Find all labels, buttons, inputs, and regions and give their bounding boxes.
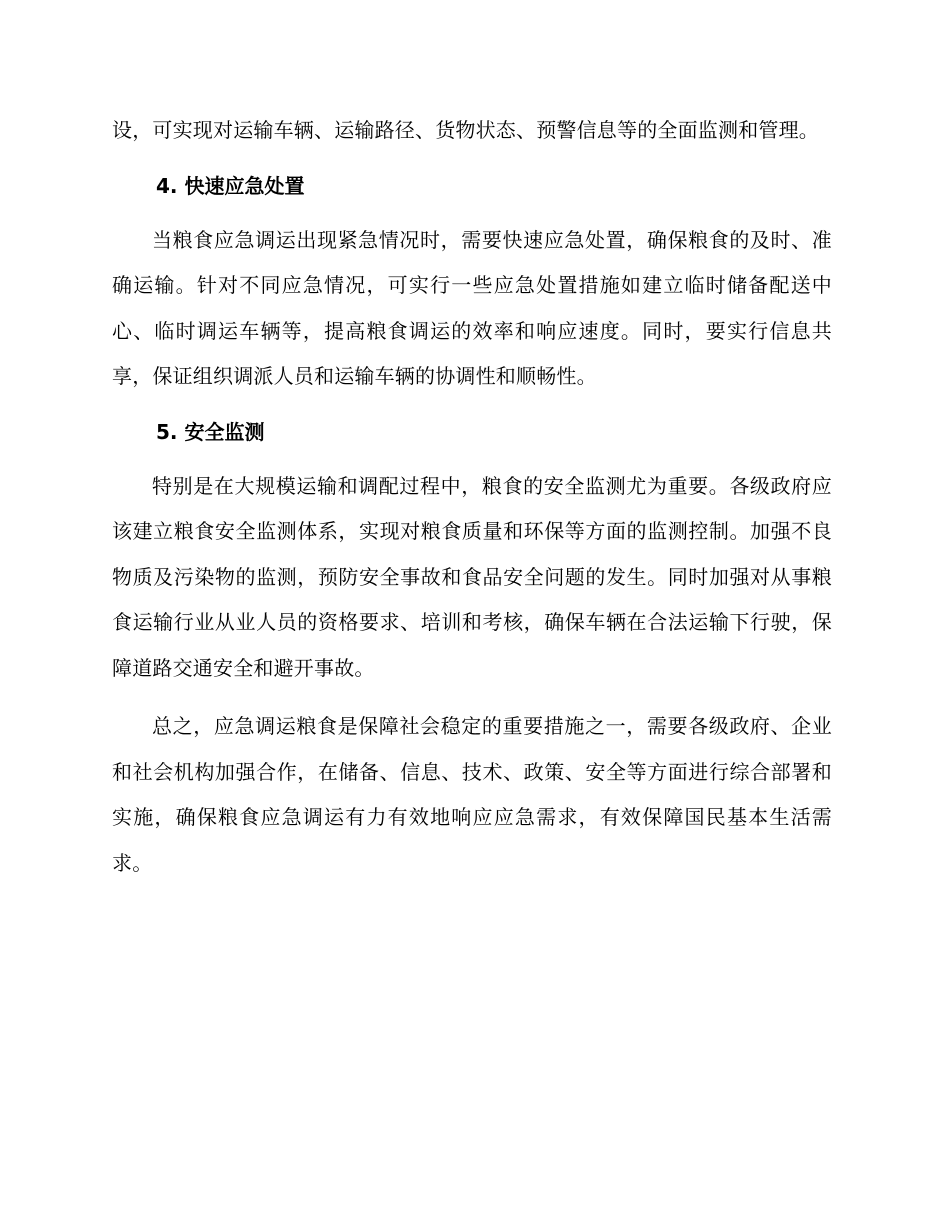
paragraph-conclusion: 总之，应急调运粮食是保障社会稳定的重要措施之一，需要各级政府、企业和社会机构加强合作，在储备、信息、技术、政策、安全等方面进行综合部署和实施，确保粮食应急调运有力有效地响应应急需求，有效保障国民基本生活需求。: [112, 714, 832, 875]
section-heading-safety-monitoring: 5. 安全监测: [156, 419, 265, 444]
section-heading-emergency-response: 4. 快速应急处置: [156, 173, 305, 198]
paragraph-emergency-response: 当粮食应急调运出现紧急情况时，需要快速应急处置，确保粮食的及时、准确运输。针对不同应急情况，可实行一些应急处置措施如建立临时储备配送中心、临时调运车辆等，提高粮食调运的效率和响应速度。同时，要实行信息共享，保证组织调派人员和运输车辆的协调性和顺畅性。: [112, 227, 832, 388]
continued-paragraph: 设，可实现对运输车辆、运输路径、货物状态、预警信息等的全面监测和管理。: [112, 118, 819, 142]
document-page: [112, 108, 832, 886]
paragraph-safety-monitoring: 特别是在大规模运输和调配过程中，粮食的安全监测尤为重要。各级政府应该建立粮食安全监测体系，实现对粮食质量和环保等方面的监测控制。加强不良物质及污染物的监测，预防安全事故和食品安全问题的发生。同时加强对从事粮食运输行业从业人员的资格要求、培训和考核，确保车辆在合法运输下行驶，保障道路交通安全和避开事故。: [112, 473, 832, 680]
